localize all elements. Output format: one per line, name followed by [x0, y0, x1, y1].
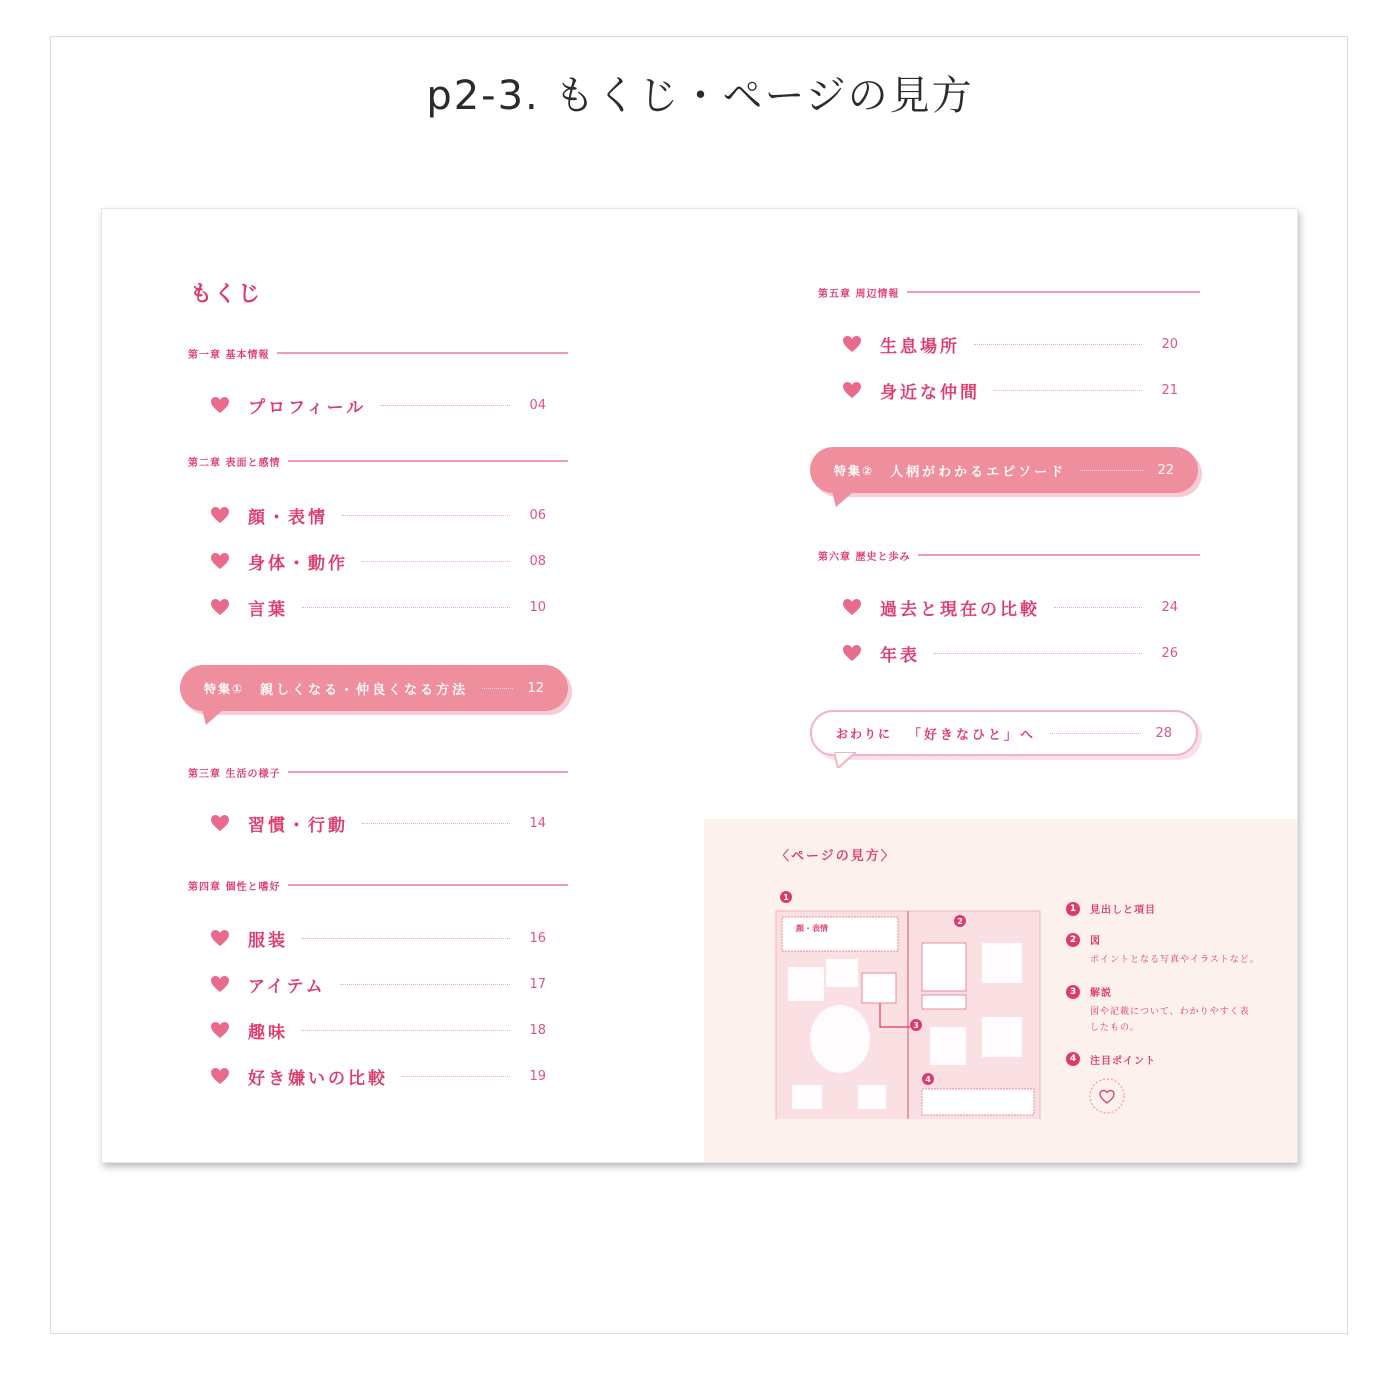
legend-description: ポイントとなる写真やイラストなど。: [1090, 955, 1260, 965]
heart-icon: [210, 929, 230, 947]
chapter-label: 第一章 基本情報: [188, 349, 270, 361]
toc-entry[interactable]: [210, 1018, 546, 1042]
special-label: 親しくなる・仲良くなる方法: [260, 682, 469, 698]
legend-number: 3: [1066, 985, 1080, 999]
legend-number: 4: [1066, 1052, 1080, 1066]
heart-icon: [842, 644, 862, 662]
legend-item: [1066, 984, 1286, 1036]
chapter-rule: [288, 884, 568, 886]
special-feature-1[interactable]: [180, 665, 568, 711]
chapter-label: 第四章 個性と嗜好: [188, 881, 281, 893]
toc-entry[interactable]: [210, 595, 546, 619]
special-kicker: 特集①: [204, 681, 245, 696]
speech-tail-icon: [832, 491, 854, 507]
chapter-heading: [188, 453, 568, 469]
toc-entry-label: 身近な仲間: [880, 382, 980, 403]
toc-entry-label: 好き嫌いの比較: [248, 1068, 388, 1089]
toc-entry-label: 服装: [248, 930, 288, 951]
toc-entry[interactable]: [210, 503, 546, 527]
page-number: 14: [529, 815, 546, 831]
heart-icon: [210, 396, 230, 414]
leader-dots: [362, 561, 510, 562]
legend-name: 図: [1090, 936, 1101, 947]
page-number: 10: [529, 599, 546, 615]
leader-dots: [1080, 470, 1143, 471]
chapter-heading: [818, 547, 1200, 563]
marker-1: 1: [780, 891, 792, 903]
leader-dots: [302, 607, 510, 608]
chapter-rule: [918, 554, 1200, 556]
heart-icon: [210, 598, 230, 616]
page-title: p2-3. もくじ・ページの見方: [426, 73, 974, 119]
page-number: 12: [527, 680, 544, 696]
speech-tail-icon: [202, 709, 224, 725]
special-label: 「好きなひと」へ: [908, 727, 1037, 743]
page-number: 17: [529, 976, 546, 992]
toc-entry-label: 身体・動作: [248, 553, 348, 574]
page-number: 16: [529, 930, 546, 946]
toc-entry-label: 過去と現在の比較: [880, 599, 1040, 620]
legend-number: 2: [1066, 933, 1080, 947]
page-number: 24: [1161, 599, 1178, 615]
toc-entry-label: 言葉: [248, 599, 288, 620]
guide-legend: [1066, 901, 1286, 1119]
toc-entry[interactable]: [210, 1064, 546, 1088]
toc-entry-label: 顔・表情: [248, 507, 328, 528]
heart-icon: [210, 1021, 230, 1039]
toc-entry-label: 生息場所: [880, 336, 960, 357]
toc-entry[interactable]: [842, 332, 1178, 356]
page-number: 21: [1161, 382, 1178, 398]
chapter-rule: [277, 352, 568, 354]
page-number: 06: [529, 507, 546, 523]
toc-entry[interactable]: [210, 549, 546, 573]
page-number: 20: [1161, 336, 1178, 352]
chapter-label: 第三章 生活の様子: [188, 768, 281, 780]
leader-dots: [342, 515, 510, 516]
toc-entry[interactable]: [210, 926, 546, 950]
legend-item: [1066, 932, 1286, 968]
leader-dots: [974, 344, 1142, 345]
afterword[interactable]: [810, 710, 1198, 756]
special-kicker: 特集②: [834, 463, 875, 478]
page-guide-panel: [704, 819, 1298, 1163]
toc-entry[interactable]: [210, 811, 546, 835]
marker-3: 3: [910, 1019, 922, 1031]
toc-entry-label: プロフィール: [248, 397, 367, 418]
page-number: 19: [529, 1068, 546, 1084]
chapter-label: 第五章 周辺情報: [818, 288, 900, 300]
chapter-heading: [188, 764, 568, 780]
highlight-heart-icon: [1088, 1077, 1126, 1115]
toc-entry[interactable]: [842, 595, 1178, 619]
page-number: 22: [1157, 462, 1174, 478]
heart-icon: [210, 814, 230, 832]
page-number: 04: [529, 397, 546, 413]
toc-entry-label: アイテム: [248, 976, 326, 997]
guide-heading: 〈ページの見方〉: [776, 849, 896, 864]
chapter-label: 第二章 表面と感情: [188, 457, 281, 469]
book-spread: [101, 208, 1298, 1163]
page-number: 18: [529, 1022, 546, 1038]
heart-icon: [842, 381, 862, 399]
chapter-label: 第六章 歴史と歩み: [818, 551, 911, 563]
marker-2: 2: [954, 915, 966, 927]
heart-icon: [210, 975, 230, 993]
legend-item: [1066, 901, 1286, 916]
legend-name: 解説: [1090, 988, 1112, 1000]
marker-4: 4: [922, 1073, 934, 1085]
chapter-heading: [188, 877, 568, 893]
chapter-rule: [288, 460, 568, 462]
leader-dots: [994, 390, 1142, 391]
leader-dots: [1050, 733, 1141, 734]
toc-entry[interactable]: [210, 393, 546, 417]
toc-entry-label: 趣味: [248, 1022, 288, 1043]
heart-icon: [842, 598, 862, 616]
leader-dots: [402, 1076, 510, 1077]
chapter-rule: [907, 291, 1200, 293]
heart-icon: [210, 552, 230, 570]
special-label: 人柄がわかるエピソード: [890, 464, 1067, 480]
leader-dots: [362, 823, 510, 824]
toc-entry-label: 習慣・行動: [248, 815, 348, 836]
heart-icon: [210, 506, 230, 524]
chapter-heading: [188, 345, 568, 361]
heart-icon: [210, 1067, 230, 1085]
diagram-sample-heading: 顔・表情: [796, 924, 828, 933]
special-kicker: おわりに: [836, 726, 893, 741]
leader-dots: [482, 688, 513, 689]
toc-entry-label: 年表: [880, 645, 920, 666]
leader-dots: [340, 984, 510, 985]
special-feature-2[interactable]: [810, 447, 1198, 493]
toc-entry[interactable]: [210, 972, 546, 996]
toc-heading: もくじ: [190, 282, 263, 307]
toc-entry[interactable]: [842, 641, 1178, 665]
leader-dots: [302, 938, 510, 939]
chapter-rule: [288, 771, 568, 773]
chapter-heading: [818, 284, 1200, 300]
legend-number: 1: [1066, 902, 1080, 916]
toc-entry[interactable]: [842, 378, 1178, 402]
leader-dots: [302, 1030, 510, 1031]
page-number: 26: [1161, 645, 1178, 661]
legend-name: 注目ポイント: [1090, 1055, 1156, 1067]
speech-tail-icon: [834, 752, 856, 768]
legend-name: 見出しと項目: [1090, 905, 1156, 916]
legend-item: [1066, 1052, 1286, 1067]
leader-dots: [934, 653, 1142, 654]
leader-dots: [380, 405, 510, 406]
page-number: 08: [529, 553, 546, 569]
leader-dots: [1054, 607, 1142, 608]
legend-description: 図や記載について、わかりやすく表したもの。: [1090, 1007, 1250, 1033]
heart-icon: [842, 335, 862, 353]
page-number: 28: [1155, 725, 1172, 741]
